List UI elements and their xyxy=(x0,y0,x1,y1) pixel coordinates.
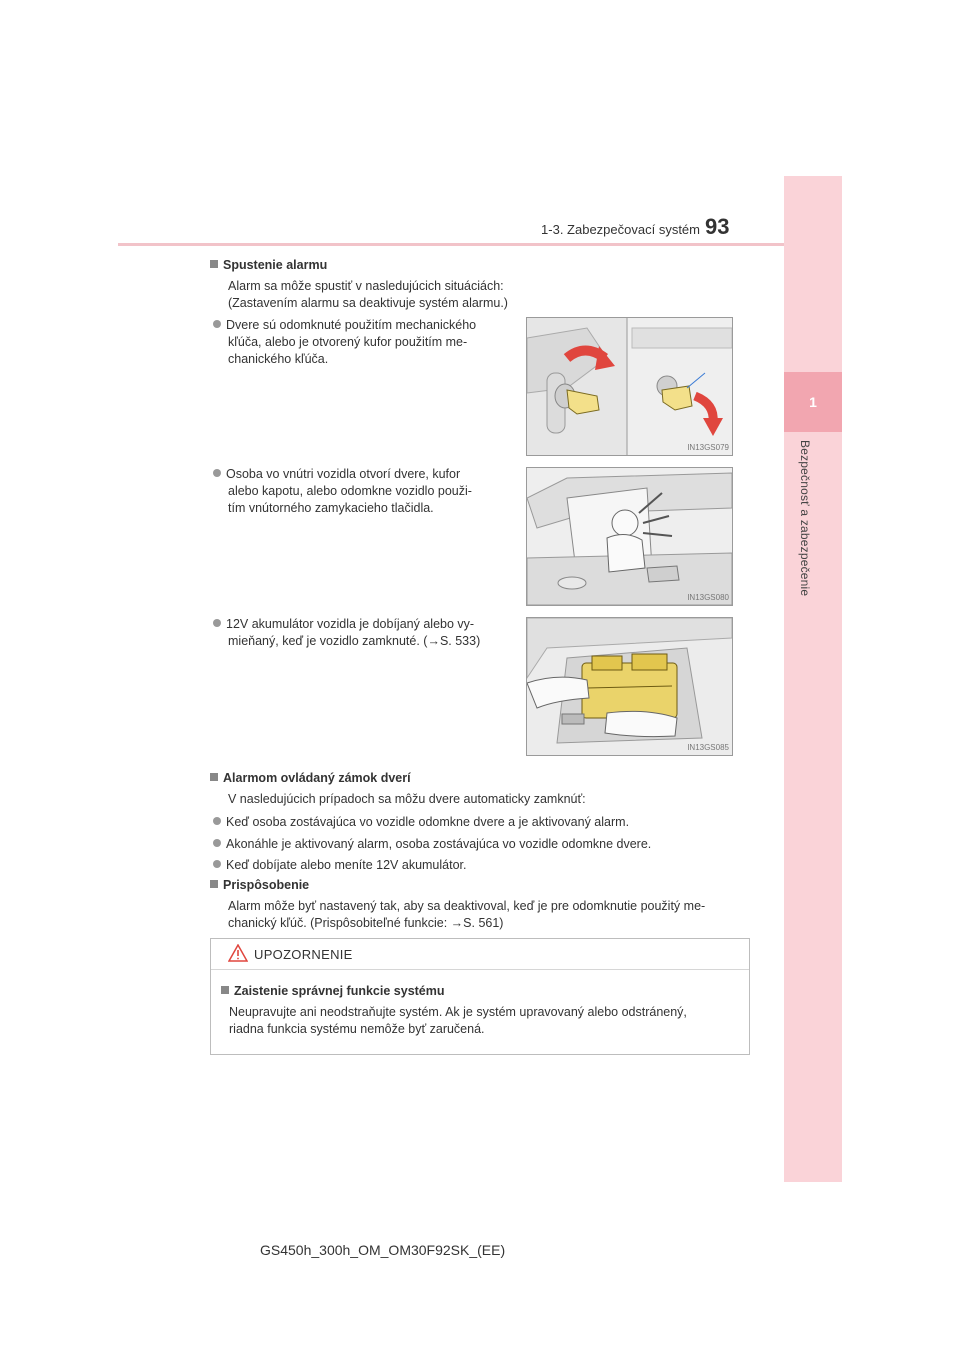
figure-inside-person xyxy=(526,467,733,606)
square-bullet-icon xyxy=(210,773,218,781)
square-bullet-icon xyxy=(210,260,218,268)
bullet-dot-icon xyxy=(213,469,221,477)
chapter-tab[interactable] xyxy=(784,372,842,432)
bullet-dot-icon xyxy=(213,320,221,328)
figure-mechanical-key xyxy=(526,317,733,456)
page-number: 93 xyxy=(705,214,730,239)
warning-box xyxy=(210,938,750,1055)
door-lock-intro: V nasledujúcich prípadoch sa môžu dvere automaticky zamknúť: xyxy=(228,792,586,806)
heading-customization: Prispôsobenie xyxy=(210,878,309,892)
heading-trigger: Spustenie alarmu xyxy=(210,258,327,272)
warning-subheading: Zaistenie správnej funkcie systému xyxy=(221,984,445,998)
trigger-intro: Alarm sa môže spustiť v nasledujúcich situáciách: (Zastavením alarmu sa deaktivuje systém alarmu.) xyxy=(228,279,508,310)
square-bullet-icon xyxy=(210,880,218,888)
list-item: Osoba vo vnútri vozidla otvorí dvere, kufor alebo kapotu, alebo odomkne vozidlo použi- tím vnútorného zamykacieho tlačidla. xyxy=(213,466,515,517)
chapter-strip xyxy=(784,176,842,1182)
list-item: Dvere sú odomknuté použitím mechanického kľúča, alebo je otvorený kufor použitím me- chanického kľúča. xyxy=(213,317,515,368)
list-item: Keď dobíjate alebo meníte 12V akumulátor. xyxy=(213,857,466,874)
figure-label: IN13GS079 xyxy=(687,443,729,452)
figure-label: IN13GS080 xyxy=(687,593,729,602)
chapter-number: 1 xyxy=(809,394,817,410)
chapter-title: Bezpečnosť a zabezpečenie xyxy=(798,440,812,597)
list-item: Akonáhle je aktivovaný alarm, osoba zostávajúca vo vozidle odomkne dvere. xyxy=(213,836,651,853)
figure-battery xyxy=(526,617,733,756)
customization-text: Alarm môže byť nastavený tak, aby sa deaktivoval, keď je pre odomknutie použitý me- chanický kľúč. (Prispôsobiteľné funkcie: →S. 561) xyxy=(228,899,706,930)
header-rule xyxy=(118,243,840,246)
warning-triangle-icon xyxy=(228,944,248,962)
warning-title: UPOZORNENIE xyxy=(254,947,353,962)
list-item: Keď osoba zostávajúca vo vozidle odomkne dvere a je aktivovaný alarm. xyxy=(213,814,629,831)
bullet-dot-icon xyxy=(213,817,221,825)
document-code: GS450h_300h_OM_OM30F92SK_(EE) xyxy=(260,1242,506,1258)
figure-label: IN13GS085 xyxy=(687,743,729,752)
bullet-dot-icon xyxy=(213,839,221,847)
section-title: 1-3. Zabezpečovací systém xyxy=(541,222,700,237)
bullet-dot-icon xyxy=(213,619,221,627)
warning-header xyxy=(211,939,749,970)
heading-door-lock: Alarmom ovládaný zámok dverí xyxy=(210,771,411,785)
warning-text: Neupravujte ani neodstraňujte systém. Ak je systém upravovaný alebo odstránený, riadna funkcia systému nemôže byť zaručená. xyxy=(229,1005,687,1036)
square-bullet-icon xyxy=(221,986,229,994)
bullet-dot-icon xyxy=(213,860,221,868)
list-item: 12V akumulátor vozidla je dobíjaný alebo vy- mieňaný, keď je vozidlo zamknuté. (→S. 533) xyxy=(213,616,515,650)
